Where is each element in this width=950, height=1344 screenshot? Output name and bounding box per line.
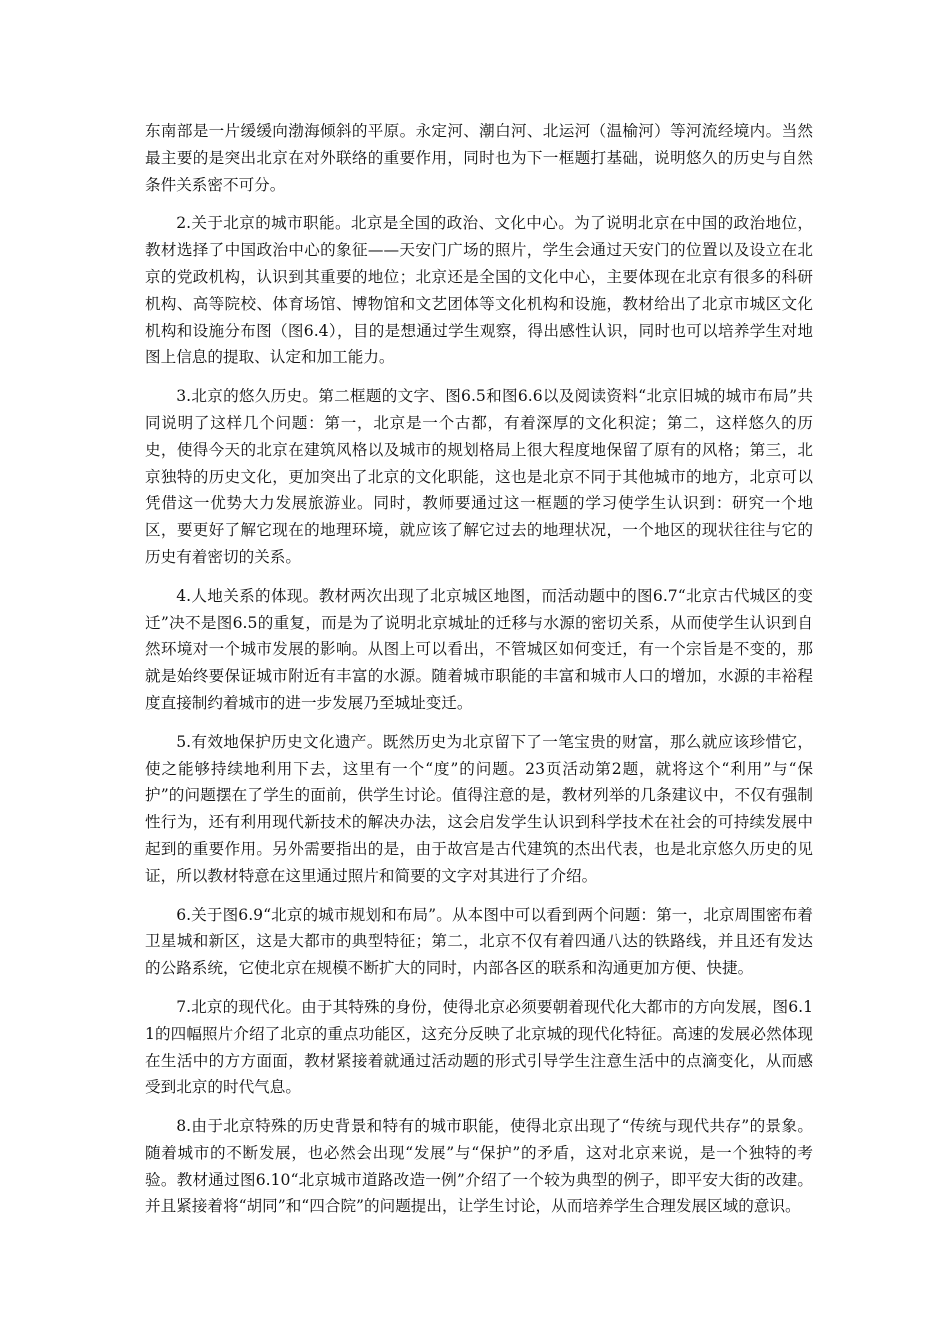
paragraph-tradition-and-modern: 8.由于北京特殊的历史背景和特有的城市职能，使得北京出现了“传统与现代共存”的景象。随着城市的不断发展，也必然会出现“发展”与“保护”的矛盾，这对北京来说，是一个独特的考验。教材通过图6.10“北京城市道路改造一例”介绍了一个较为典型的例子，即平安大街的改建。并且紧接着将“胡同”和“四合院”的问题提出，让学生讨论，从而培养学生合理发展区域的意识。 — [145, 1117, 813, 1216]
paragraph-heritage-protection: 5.有效地保护历史文化遗产。既然历史为北京留下了一笔宝贵的财富，那么就应该珍惜它，使之能够持续地利用下去，这里有一个“度”的问题。23页活动第2题，就将这个“利用”与“保护”的问题摆在了学生的面前，供学生讨论。值得注意的是，教材列举的几条建议中，不仅有强制性行为，还有利用现代新技术的解决办法，这会启发学生认识到科学技术在社会的可持续发展中起到的重要作用。另外需要指出的是，由于故宫是古代建筑的杰出代表，也是北京悠久历史的见证，所以教材特意在这里通过照片和简要的文字对其进行了介绍。 — [145, 732, 813, 885]
paragraph-city-function: 2.关于北京的城市职能。北京是全国的政治、文化中心。为了说明北京在中国的政治地位，教材选择了中国政治中心的象征——天安门广场的照片，学生会通过天安门的位置以及设立在北京的党政机构，认识到其重要的地位；北京还是全国的文化中心，主要体现在北京有很多的科研机构、高等院校、体育场馆、博物馆和文艺团体等文化机构和设施，教材给出了北京市城区文化机构和设施分布图（图6.4），目的是想通过学生观察，得出感性认识，同时也可以培养学生对地图上信息的提取、认定和加工能力。 — [145, 214, 813, 367]
paragraph-city-planning: 6.关于图6.9“北京的城市规划和布局”。从本图中可以看到两个问题：第一，北京周围密布着卫星城和新区，这是大都市的典型特征；第二，北京不仅有着四通八达的铁路线，并且还有发达的公路系统，它使北京在规模不断扩大的同时，内部各区的联系和沟通更加方便、快捷。 — [145, 905, 813, 978]
paragraph-human-land-relation: 4.人地关系的体现。教材两次出现了北京城区地图，而活动题中的图6.7“北京古代城区的变迁”决不是图6.5的重复，而是为了说明北京城址的迁移与水源的密切关系，从而使学生认识到自然环境对一个城市发展的影响。从图上可以看出，不管城区如何变迁，有一个宗旨是不变的，那就是始终要保证城市附近有丰富的水源。随着城市职能的丰富和城市人口的增加，水源的丰裕程度直接制约着城市的进一步发展乃至城址变迁。 — [145, 586, 813, 712]
paragraph-intro: 东南部是一片缓缓向渤海倾斜的平原。永定河、潮白河、北运河（温榆河）等河流经境内。当然最主要的是突出北京在对外联络的重要作用，同时也为下一框题打基础，说明悠久的历史与自然条件关系密不可分。 — [145, 122, 813, 194]
paragraph-modernization: 7.北京的现代化。由于其特殊的身份，使得北京必须要朝着现代化大都市的方向发展，图6.11的四幅照片介绍了北京的重点功能区，这充分反映了北京城的现代化特征。高速的发展必然体现在生活中的方方面面，教材紧接着就通过活动题的形式引导学生注意生活中的点滴变化，从而感受到北京的时代气息。 — [145, 997, 813, 1097]
paragraph-history: 3.北京的悠久历史。第二框题的文字、图6.5和图6.6以及阅读资料“北京旧城的城市布局”共同说明了这样几个问题：第一，北京是一个古都，有着深厚的文化积淀；第二，这样悠久的历史，使得今天的北京在建筑风格以及城市的规划格局上很大程度地保留了原有的风格；第三，北京独特的历史文化，更加突出了北京的文化职能，这也是北京不同于其他城市的地方，北京可以凭借这一优势大力发展旅游业。同时，教师要通过这一框题的学习使学生认识到：研究一个地区，要更好了解它现在的地理环境，就应该了解它过去的地理状况，一个地区的现状往往与它的历史有着密切的关系。 — [145, 387, 813, 566]
document-page — [145, 118, 813, 1232]
